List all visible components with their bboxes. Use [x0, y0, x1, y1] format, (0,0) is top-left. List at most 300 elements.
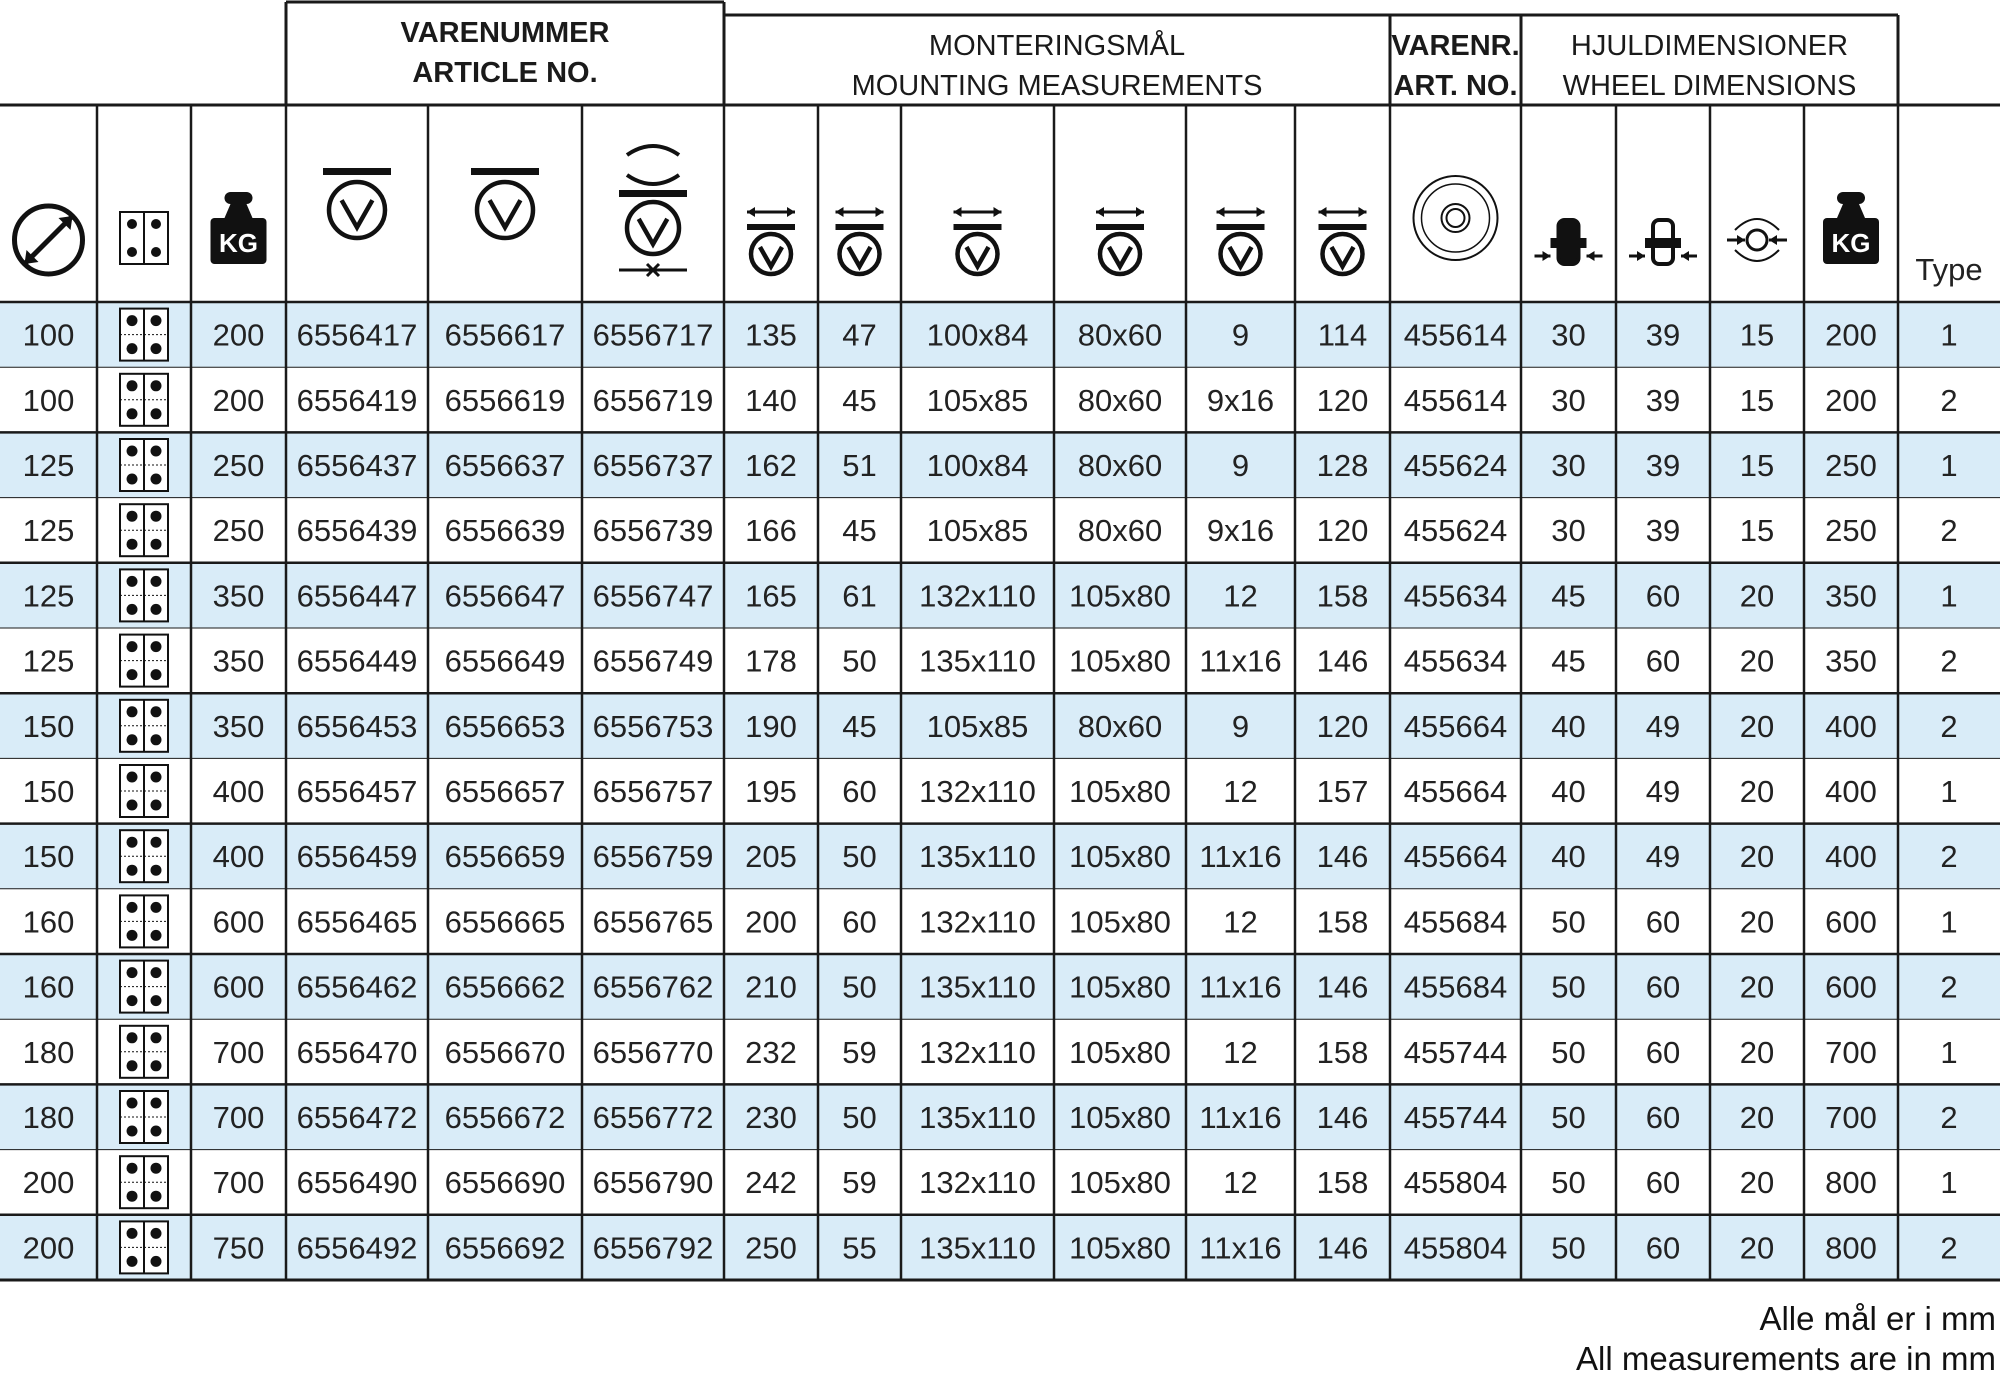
table-cell: 125 — [22, 643, 75, 679]
table-cell: 6556753 — [592, 708, 714, 744]
table-cell: 455664 — [1403, 839, 1508, 875]
table-cell: 146 — [1316, 839, 1369, 875]
table-cell: 105x80 — [1069, 1034, 1171, 1070]
swivel-castor-icon — [471, 168, 539, 238]
bolt-hole-diameter-icon — [1217, 207, 1265, 274]
table-cell: 166 — [745, 513, 797, 549]
table-cell: 20 — [1739, 1230, 1775, 1266]
table-cell: 105x80 — [1069, 774, 1171, 809]
table-cell: 135x110 — [919, 1230, 1036, 1266]
table-cell: 455634 — [1403, 643, 1508, 679]
axle-bore-icon — [1727, 219, 1787, 261]
table-cell: 6556653 — [444, 708, 566, 744]
table-cell: 600 — [212, 904, 265, 940]
table-cell: 50 — [1551, 1034, 1586, 1070]
table-cell: 6556672 — [444, 1100, 566, 1135]
table-cell: 45 — [842, 513, 877, 549]
table-cell: 50 — [1551, 904, 1586, 940]
table-cell: 1 — [1940, 1165, 1958, 1201]
table-cell: 60 — [1645, 578, 1681, 614]
group-header-wheel-line-1: HJULDIMENSIONER — [1570, 30, 1849, 62]
table-cell: 6556617 — [444, 317, 566, 353]
table-cell: 600 — [212, 969, 265, 1005]
table-cell: 20 — [1739, 839, 1775, 875]
table-cell: 2 — [1940, 1230, 1958, 1266]
table-cell: 700 — [212, 1100, 265, 1135]
table-cell: 15 — [1739, 317, 1775, 353]
table-cell: 455744 — [1403, 1034, 1508, 1070]
bolt-pattern-icon — [120, 700, 168, 752]
table-cell: 12 — [1223, 774, 1258, 809]
table-cell: 30 — [1551, 317, 1586, 353]
bolt-pattern-icon — [120, 635, 168, 687]
table-cell: 190 — [745, 708, 797, 744]
table-cell: 150 — [22, 839, 75, 875]
table-cell: 180 — [22, 1100, 75, 1135]
table-cell: 232 — [745, 1034, 797, 1070]
table-cell: 160 — [22, 904, 75, 940]
table-cell: 132x110 — [919, 1034, 1036, 1070]
bolt-pattern-icon — [120, 1026, 168, 1078]
table-cell: 15 — [1739, 382, 1775, 418]
column-header-type: Type — [1915, 252, 1983, 287]
table-cell: 6556739 — [592, 513, 714, 549]
table-cell: 51 — [842, 448, 877, 483]
table-cell: 6556439 — [296, 513, 418, 549]
table-cell: 59 — [842, 1034, 877, 1070]
table-cell: 6556649 — [444, 643, 566, 679]
wheel-width-icon — [1535, 220, 1603, 264]
hub-length-icon — [1629, 220, 1697, 264]
table-cell: 6556639 — [444, 513, 566, 549]
table-cell: 350 — [1825, 643, 1877, 679]
table-cell: 40 — [1551, 774, 1586, 809]
table-cell: 20 — [1739, 774, 1775, 809]
load-capacity-kg-icon — [211, 192, 267, 264]
table-cell: 100 — [22, 317, 75, 353]
table-cell: 455664 — [1403, 708, 1508, 744]
table-cell: 6556465 — [296, 904, 418, 940]
table-cell: 6556762 — [592, 969, 714, 1005]
table-cell: 50 — [842, 839, 877, 875]
table-cell: 80x60 — [1077, 448, 1163, 483]
table-cell: 158 — [1316, 904, 1369, 940]
table-cell: 50 — [842, 969, 877, 1005]
offset-icon — [836, 207, 884, 274]
table-cell: 157 — [1316, 774, 1369, 809]
table-cell: 20 — [1739, 1100, 1775, 1135]
wheel-front-icon — [1414, 176, 1498, 260]
table-cell: 132x110 — [919, 904, 1036, 940]
table-cell: 2 — [1940, 708, 1958, 744]
table-cell: 39 — [1645, 513, 1681, 549]
table-cell: 250 — [1825, 513, 1877, 549]
table-cell: 132x110 — [919, 1165, 1036, 1201]
table-cell: 242 — [745, 1165, 797, 1201]
table-cell: 400 — [1825, 774, 1877, 809]
table-cell: 60 — [842, 774, 877, 809]
table-cell: 6556662 — [444, 969, 566, 1005]
table-cell: 400 — [1825, 839, 1877, 875]
table-cell: 6556637 — [444, 448, 566, 483]
table-cell: 455624 — [1403, 513, 1508, 549]
swivel-castor-with-brake-icon — [619, 146, 687, 276]
table-cell: 455634 — [1403, 578, 1508, 614]
bolt-pattern-icon — [120, 1091, 168, 1143]
table-cell: 40 — [1551, 708, 1586, 744]
table-cell: 200 — [1825, 382, 1877, 418]
bolt-pattern-icon — [120, 765, 168, 817]
table-cell: 230 — [745, 1100, 797, 1135]
table-cell: 6556770 — [592, 1034, 714, 1070]
table-cell: 2 — [1940, 969, 1958, 1005]
table-cell: 80x60 — [1077, 513, 1163, 549]
table-cell: 45 — [842, 382, 877, 418]
table-cell: 105x80 — [1069, 969, 1171, 1005]
table-cell: 6556449 — [296, 643, 418, 679]
table-cell: 132x110 — [919, 774, 1036, 809]
table-cell: 455684 — [1403, 969, 1508, 1005]
table-cell: 6556462 — [296, 969, 418, 1005]
column-header-icons — [15, 146, 1983, 287]
table-cell: 80x60 — [1077, 708, 1163, 744]
table-cell: 125 — [22, 448, 75, 483]
table-cell: 1 — [1940, 904, 1958, 940]
table-cell: 105x85 — [926, 382, 1029, 418]
table-cell: 60 — [1645, 969, 1681, 1005]
table-cell: 200 — [1825, 317, 1877, 353]
table-cell: 120 — [1316, 382, 1369, 418]
bolt-pattern-icon — [120, 1221, 168, 1273]
table-cell: 6556670 — [444, 1034, 566, 1070]
table-cell: 455614 — [1403, 382, 1508, 418]
table-cell: 55 — [842, 1230, 877, 1266]
footer-line-1: Alle mål er i mm — [1759, 1300, 1996, 1337]
table-cell: 60 — [842, 904, 877, 940]
table-cell: 6556447 — [296, 578, 418, 614]
table-cell: 11x16 — [1199, 1100, 1282, 1135]
group-header-article-line-1: VARENUMMER — [400, 17, 610, 49]
table-cell: 9 — [1231, 317, 1250, 353]
bolt-pattern-icon — [120, 895, 168, 947]
table-cell: 60 — [1645, 904, 1681, 940]
table-cell: 6556657 — [444, 774, 566, 809]
table-cell: 200 — [212, 317, 265, 353]
table-cell: 150 — [22, 774, 75, 809]
table-cell: 350 — [212, 643, 265, 679]
table-cell: 6556790 — [592, 1165, 714, 1201]
table-cell: 200 — [22, 1230, 75, 1266]
table-cell: 6556737 — [592, 448, 714, 483]
table-cell: 158 — [1316, 1165, 1369, 1201]
table-cell: 80x60 — [1077, 382, 1163, 418]
table-cell: 2 — [1940, 1100, 1958, 1135]
table-cell: 114 — [1317, 317, 1368, 353]
table-cell: 20 — [1739, 1165, 1775, 1201]
table-cell: 40 — [1551, 839, 1586, 875]
table-cell: 6556692 — [444, 1230, 566, 1266]
table-cell: 15 — [1739, 513, 1775, 549]
table-cell: 20 — [1739, 904, 1775, 940]
table-cell: 600 — [1825, 969, 1877, 1005]
table-cell: 205 — [745, 839, 797, 875]
table-cell: 9 — [1231, 448, 1250, 483]
table-cells — [23, 309, 1958, 1274]
table-cell: 11x16 — [1199, 643, 1282, 679]
table-cell: 20 — [1739, 708, 1775, 744]
table-cell: 250 — [212, 448, 265, 483]
table-cell: 250 — [745, 1230, 797, 1266]
table-cell: 45 — [842, 708, 877, 744]
table-cell: 158 — [1316, 1034, 1369, 1070]
table-cell: 135x110 — [919, 643, 1036, 679]
table-cell: 6556457 — [296, 774, 418, 809]
table-cell: 45 — [1551, 578, 1586, 614]
group-headers — [401, 17, 1857, 102]
table-cell: 120 — [1316, 513, 1369, 549]
table-cell: 135x110 — [919, 969, 1036, 1005]
bolt-pattern-icon — [120, 1156, 168, 1208]
table-cell: 132x110 — [919, 578, 1036, 614]
table-cell: 1 — [1940, 1034, 1958, 1070]
table-cell: 9x16 — [1206, 382, 1275, 418]
table-cell: 6556492 — [296, 1230, 418, 1266]
table-cell: 700 — [1825, 1100, 1877, 1135]
bolt-pattern-icon — [120, 569, 168, 621]
table-cell: 146 — [1316, 1100, 1369, 1135]
table-cell: 455614 — [1403, 317, 1508, 353]
table-cell: 49 — [1645, 839, 1681, 875]
table-cell: 50 — [842, 643, 877, 679]
table-cell: 20 — [1739, 969, 1775, 1005]
table-cell: 6556719 — [592, 382, 714, 418]
footer-line-2: All measurements are in mm — [1576, 1340, 1996, 1377]
table-cell: 12 — [1223, 1165, 1258, 1201]
table-cell: 350 — [212, 578, 265, 614]
table-cell: 146 — [1316, 969, 1369, 1005]
table-cell: 6556472 — [296, 1100, 418, 1135]
top-plate-size-icon — [954, 207, 1002, 274]
table-cell: 105x80 — [1069, 904, 1171, 940]
table-cell: 150 — [22, 708, 75, 744]
table-cell: 2 — [1940, 382, 1958, 418]
table-cell: 6556772 — [592, 1100, 714, 1135]
wheel-diameter-icon — [15, 206, 83, 274]
group-header-art2-line-1: VARENR. — [1391, 30, 1520, 62]
table-cell: 100x84 — [926, 448, 1029, 483]
table-cell: 30 — [1551, 448, 1586, 483]
table-cell: 30 — [1551, 382, 1586, 418]
table-cell: 6556749 — [592, 643, 714, 679]
table-cell: 11x16 — [1199, 969, 1282, 1005]
bolt-pattern-icon — [120, 439, 168, 491]
table-cell: 400 — [1825, 708, 1877, 744]
bolt-pattern-icon — [120, 830, 168, 882]
turning-radius-icon — [1319, 207, 1367, 274]
table-cell: 6556453 — [296, 708, 418, 744]
table-cell: 165 — [745, 578, 797, 614]
table-cell: 12 — [1223, 1034, 1258, 1070]
total-height-icon — [747, 207, 795, 274]
group-header-mounting-line-1: MONTERINGSMÅL — [928, 30, 1186, 62]
table-cell: 6556437 — [296, 448, 418, 483]
table-cell: 105x80 — [1069, 1165, 1171, 1201]
table-cell: 50 — [1551, 1100, 1586, 1135]
table-cell: 105x80 — [1069, 1100, 1171, 1135]
table-cell: 6556665 — [444, 904, 566, 940]
table-cell: 49 — [1645, 774, 1681, 809]
table-cell: 350 — [1825, 578, 1877, 614]
table-cell: 125 — [22, 513, 75, 549]
table-cell: 6556759 — [592, 839, 714, 875]
table-cell: 200 — [745, 904, 797, 940]
table-cell: 100x84 — [926, 317, 1029, 353]
group-header-wheel-line-2: WHEEL DIMENSIONS — [1562, 70, 1857, 102]
table-cell: 80x60 — [1077, 317, 1163, 353]
table-cell: 135x110 — [919, 1100, 1036, 1135]
table-cell: 200 — [22, 1165, 75, 1201]
table-cell: 105x80 — [1069, 643, 1171, 679]
table-cell: 2 — [1940, 513, 1958, 549]
table-cell: 6556647 — [444, 578, 566, 614]
table-cell: 178 — [745, 643, 797, 679]
table-cell: 455664 — [1403, 774, 1508, 809]
table-cell: 12 — [1223, 904, 1258, 940]
fixed-castor-icon — [323, 168, 391, 238]
table-cell: 6556417 — [296, 317, 418, 353]
wheel-load-capacity-kg-icon — [1823, 192, 1879, 264]
table-cell: 455684 — [1403, 904, 1508, 940]
table-cell: 60 — [1645, 643, 1681, 679]
kg-label: KG — [1831, 228, 1871, 258]
table-cell: 700 — [1825, 1034, 1877, 1070]
table-cell: 6556459 — [296, 839, 418, 875]
table-cell: 455744 — [1403, 1100, 1508, 1135]
table-cell: 160 — [22, 969, 75, 1005]
table-cell: 9x16 — [1206, 513, 1275, 549]
table-cell: 6556490 — [296, 1165, 418, 1201]
table-cell: 128 — [1316, 448, 1369, 483]
footer-note — [1576, 1300, 1996, 1377]
table-cell: 20 — [1739, 643, 1775, 679]
table-cell: 50 — [1551, 1230, 1586, 1266]
table-cell: 800 — [1825, 1230, 1877, 1266]
table-cell: 105x85 — [926, 708, 1029, 744]
table-cell: 60 — [1645, 1165, 1681, 1201]
table-cell: 162 — [745, 448, 797, 483]
table-cell: 2 — [1940, 643, 1958, 679]
table-cell: 140 — [745, 382, 797, 418]
table-cell: 12 — [1223, 578, 1258, 614]
table-cell: 61 — [842, 578, 877, 614]
table-cell: 200 — [212, 382, 265, 418]
table-cell: 50 — [1551, 969, 1586, 1005]
table-cell: 135 — [745, 317, 797, 353]
table-cell: 455804 — [1403, 1230, 1508, 1266]
table-cell: 20 — [1739, 578, 1775, 614]
table-cell: 120 — [1316, 708, 1369, 744]
table-cell: 6556717 — [592, 317, 714, 353]
table-cell: 59 — [842, 1165, 877, 1201]
table-cell: 400 — [212, 774, 265, 809]
group-header-mounting-line-2: MOUNTING MEASUREMENTS — [851, 70, 1263, 102]
bolt-hole-spacing-icon — [1096, 207, 1144, 274]
table-cell: 146 — [1316, 1230, 1369, 1266]
table-cell: 15 — [1739, 448, 1775, 483]
table-cell: 135x110 — [919, 839, 1036, 875]
table-cell: 105x80 — [1069, 839, 1171, 875]
table-cell: 700 — [212, 1165, 265, 1201]
table-cell: 60 — [1645, 1230, 1681, 1266]
table-cell: 210 — [745, 969, 797, 1005]
bolt-pattern-icon — [120, 309, 168, 361]
table-cell: 455804 — [1403, 1165, 1508, 1201]
bolt-hole-pattern-icon — [120, 212, 168, 264]
table-cell: 1 — [1940, 448, 1958, 483]
group-header-article-line-2: ARTICLE NO. — [412, 57, 598, 89]
table-cell: 1 — [1940, 317, 1958, 353]
table-cell: 30 — [1551, 513, 1586, 549]
table-cell: 60 — [1645, 1034, 1681, 1070]
table-cell: 700 — [212, 1034, 265, 1070]
table-cell: 350 — [212, 708, 265, 744]
bolt-pattern-icon — [120, 374, 168, 426]
table-cell: 39 — [1645, 382, 1681, 418]
table-cell: 6556690 — [444, 1165, 566, 1201]
table-cell: 146 — [1316, 643, 1369, 679]
table-cell: 6556659 — [444, 839, 566, 875]
table-cell: 6556765 — [592, 904, 714, 940]
table-cell: 1 — [1940, 774, 1958, 809]
table-cell: 47 — [842, 317, 877, 353]
table-cell: 39 — [1645, 448, 1681, 483]
table-cell: 6556470 — [296, 1034, 418, 1070]
table-cell: 105x85 — [926, 513, 1029, 549]
table-cell: 125 — [22, 578, 75, 614]
table-cell: 6556757 — [592, 774, 714, 809]
table-cell: 39 — [1645, 317, 1681, 353]
table-cell: 49 — [1645, 708, 1681, 744]
table-cell: 50 — [842, 1100, 877, 1135]
table-cell: 6556619 — [444, 382, 566, 418]
table-cell: 750 — [212, 1230, 265, 1266]
table-cell: 800 — [1825, 1165, 1877, 1201]
table-cell: 158 — [1316, 578, 1369, 614]
table-cell: 195 — [745, 774, 797, 809]
kg-label: KG — [219, 228, 258, 258]
table-cell: 50 — [1551, 1165, 1586, 1201]
table-cell: 1 — [1940, 578, 1958, 614]
bolt-pattern-icon — [120, 961, 168, 1013]
table-cell: 105x80 — [1069, 578, 1171, 614]
table-cell: 600 — [1825, 904, 1877, 940]
table-cell: 9 — [1231, 708, 1250, 744]
table-cell: 11x16 — [1199, 839, 1282, 875]
table-cell: 100 — [22, 382, 75, 418]
table-cell: 6556792 — [592, 1230, 714, 1266]
table-cell: 250 — [212, 513, 265, 549]
table-cell: 400 — [212, 839, 265, 875]
table-cell: 6556419 — [296, 382, 418, 418]
table-cell: 105x80 — [1069, 1230, 1171, 1266]
table-cell: 2 — [1940, 839, 1958, 875]
table-cell: 20 — [1739, 1034, 1775, 1070]
table-cell: 45 — [1551, 643, 1586, 679]
table-cell: 6556747 — [592, 578, 714, 614]
bolt-pattern-icon — [120, 504, 168, 556]
table-cell: 180 — [22, 1034, 75, 1070]
table-cell: 11x16 — [1199, 1230, 1282, 1266]
